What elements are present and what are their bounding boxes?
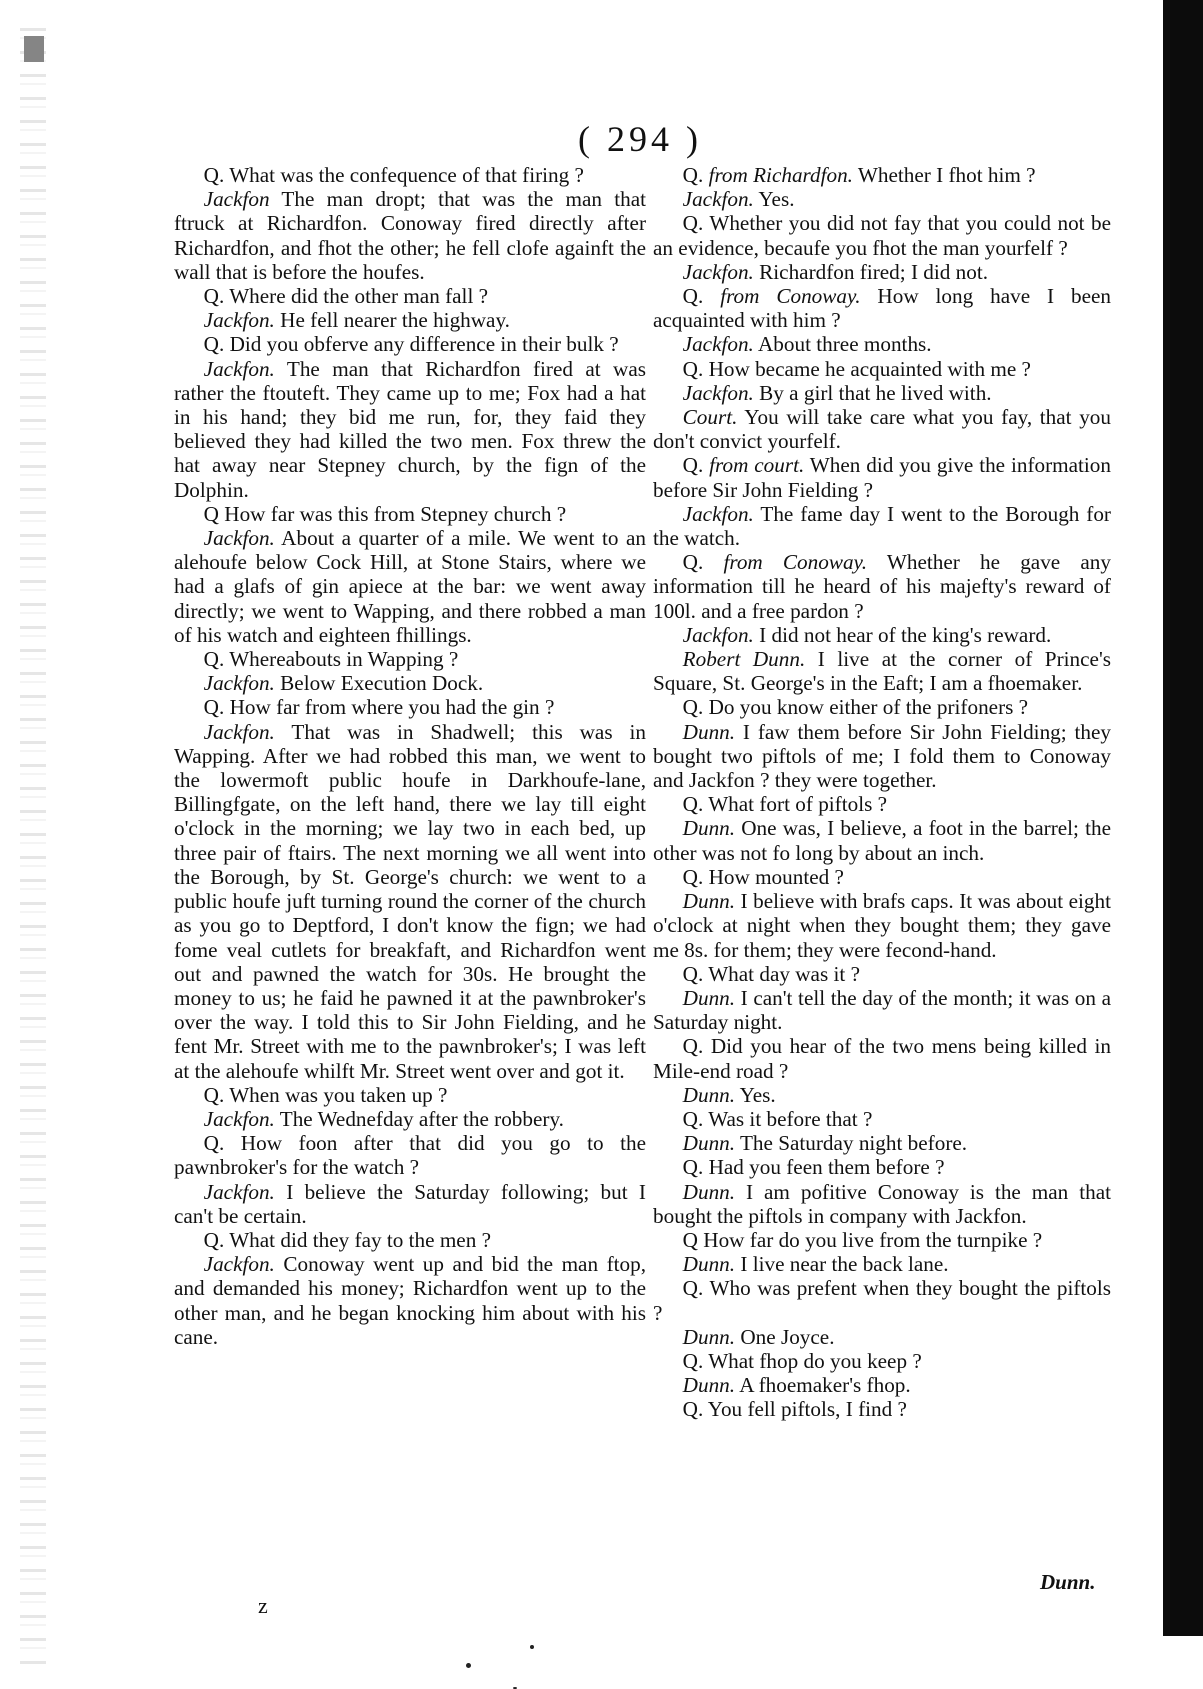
question-marker: Q. (682, 1034, 711, 1059)
paragraph-text: How far from where you had the gin ? (229, 695, 555, 720)
dialogue-paragraph (653, 1252, 1111, 1276)
dialogue-paragraph (653, 962, 1111, 986)
scan-right-edge (1163, 0, 1203, 1636)
paragraph-text: I faw them before Sir John Fielding; they bought two piftols of me; I fold them to Conoway and Jackfon ? they were together. (653, 719, 1111, 793)
paragraph-text: About a quarter of a mile. We went to an alehoufe below Cock Hill, at Stone Stairs, where we had a glafs of gin apiece at the bar: we went away directly; we went to Wapping, and there robbed a man of his watch and eighteen fhillings. (174, 526, 646, 647)
dialogue-paragraph (653, 284, 1111, 332)
speaker-name: Jackfon. (203, 719, 275, 744)
dialogue-paragraph (174, 1228, 646, 1252)
speaker-name: Jackfon. (203, 526, 275, 551)
question-marker: Q. (203, 1082, 230, 1107)
question-marker: Q. (203, 695, 230, 720)
dialogue-paragraph (174, 332, 646, 356)
paragraph-text: I did not hear of the king's reward. (753, 622, 1052, 647)
paragraph-text: Do you know either of the prifoners ? (708, 695, 1029, 720)
dialogue-paragraph (653, 381, 1111, 405)
paragraph-text: Did you hear of the two mens being killed in Mile-end road ? (653, 1034, 1111, 1083)
speaker-name: Dunn. (682, 1082, 736, 1107)
paragraph-text: Where did the other man fall ? (229, 284, 489, 309)
paragraph-text: By a girl that he lived with. (753, 380, 992, 405)
question-marker: Q (203, 501, 225, 526)
dialogue-paragraph (653, 1397, 1111, 1421)
speaker-name: from Richardfon. (708, 163, 853, 187)
paragraph-text: That was in Shadwell; this was in Wapping. After we had robbed this man, we went to the lowermoft public houfe in Darkhoufe-lane, Billingfgate, on the left hand, there we lay till eight o'clock in the morning; we lay two in each bed, up three pair of ftairs. The next morning we all went into the Borough, by St. George's church: we went to a public houfe juft turning round the corner of the church as you go to Deptford, I don't know the fign; we had fome veal cutlets for breakfaft, and Richardfon went out and pawned the watch for 30s. He brought the money to us; he faid he pawned it at the pawnbroker's over the way. I told this to Sir John Fielding, and he fent Mr. Street with me to the pawnbroker's; I was left at the alehoufe whilft Mr. Street went over and got it. (174, 719, 646, 1083)
paragraph-text: I believe the Saturday following; but I can't be certain. (174, 1179, 646, 1228)
dialogue-paragraph (653, 792, 1111, 816)
speaker-name: Jackfon. (203, 1252, 275, 1277)
paragraph-text: Did you obferve any difference in their bulk ? (229, 332, 619, 357)
paragraph-text: How long have I been acquainted with him ? (653, 284, 1111, 333)
signature-mark: z (258, 1593, 268, 1618)
dialogue-paragraph (653, 211, 1111, 259)
dialogue-paragraph (174, 163, 646, 187)
paragraph-text: About three months. (753, 332, 932, 357)
question-marker: Q. (682, 695, 709, 720)
paragraph-text: When was you taken up ? (229, 1082, 448, 1107)
speaker-name: Robert Dunn. (682, 647, 806, 672)
dialogue-paragraph (653, 1180, 1111, 1228)
paragraph-text: Who was prefent when they bought the piftols ? (653, 1276, 1112, 1325)
paragraph-text: Whether he gave any information till he heard of his majefty's reward of 100l. and a free pardon ? (653, 550, 1111, 623)
question-marker: Q (682, 1227, 704, 1252)
paragraph-text: How far was this from Stepney church ? (224, 501, 567, 526)
dialogue-paragraph (653, 187, 1111, 211)
paragraph-text: A fhoemaker's fhop. (735, 1373, 911, 1398)
paragraph-text: You fell piftols, I find ? (707, 1397, 907, 1422)
question-marker: Q. (203, 163, 230, 187)
paragraph-text: Yes. (735, 1082, 776, 1107)
dialogue-paragraph (174, 526, 646, 647)
dialogue-paragraph (653, 1107, 1111, 1131)
paragraph-text: I am pofitive Conoway is the man that bought the piftols in company with Jackfon. (653, 1179, 1111, 1228)
question-marker: Q. (203, 332, 230, 357)
speaker-name: Dunn. (682, 985, 736, 1010)
dialogue-paragraph (174, 1252, 646, 1349)
question-marker: Q. (203, 1227, 230, 1252)
dialogue-paragraph (174, 695, 646, 719)
speaker-name: Dunn. (682, 816, 736, 841)
ink-speck (530, 1645, 534, 1649)
paragraph-text: How far do you live from the turnpike ? (703, 1227, 1043, 1252)
question-marker: Q. (682, 284, 721, 309)
dialogue-paragraph (174, 284, 646, 308)
paragraph-text: The Wednefday after the robbery. (274, 1106, 564, 1131)
speaker-name: Dunn. (682, 1373, 736, 1398)
paragraph-text: What day was it ? (708, 961, 860, 986)
question-marker: Q. (203, 284, 230, 309)
paragraph-text: He fell nearer the highway. (274, 308, 510, 333)
paragraph-text: I live at the corner of Prince's Square, St. George's in the Eaft; I am a fhoemaker. (653, 647, 1112, 696)
speaker-name: Jackfon (203, 187, 270, 212)
speaker-name: Dunn. (682, 1324, 736, 1349)
paragraph-text: When did you give the information before Sir John Fielding ? (653, 453, 1111, 502)
paragraph-text: Richardfon fired; I did not. (753, 259, 989, 284)
ink-speck (466, 1663, 471, 1668)
speaker-name: Jackfon. (682, 259, 754, 284)
paragraph-text: Yes. (753, 187, 795, 212)
speaker-name: Dunn. (682, 1252, 736, 1277)
dialogue-paragraph (174, 1180, 646, 1228)
speaker-name: Jackfon. (203, 1106, 275, 1131)
question-marker: Q. (682, 550, 724, 575)
dialogue-paragraph (653, 1155, 1111, 1179)
question-marker: Q. (682, 792, 709, 817)
dialogue-paragraph (653, 1228, 1111, 1252)
dialogue-paragraph (653, 1373, 1111, 1397)
speaker-name: Court. (682, 405, 738, 430)
dialogue-paragraph (174, 308, 646, 332)
dialogue-paragraph (653, 1325, 1111, 1349)
speaker-name: Dunn. (682, 1179, 736, 1204)
speaker-name: Jackfon. (682, 380, 754, 405)
question-marker: Q. (682, 163, 709, 187)
scan-left-edge (20, 28, 46, 1668)
dialogue-paragraph (653, 647, 1111, 695)
paragraph-text: I live near the back lane. (735, 1252, 949, 1277)
question-marker: Q. (682, 1276, 710, 1301)
speaker-name: Jackfon. (203, 1179, 275, 1204)
dialogue-paragraph (174, 1131, 646, 1179)
question-marker: Q. (682, 864, 709, 889)
paragraph-text: What was the confequence of that firing ? (229, 163, 584, 187)
question-marker: Q. (682, 1106, 709, 1131)
dialogue-paragraph (653, 550, 1111, 623)
dialogue-paragraph (174, 720, 646, 1083)
question-marker: Q. (682, 1348, 709, 1373)
dialogue-paragraph (653, 695, 1111, 719)
question-marker: Q. (682, 453, 710, 478)
paragraph-text: What did they fay to the men ? (229, 1227, 492, 1252)
paragraph-text: The fame day I went to the Borough for the watch. (653, 501, 1111, 551)
speaker-name: Jackfon. (682, 622, 754, 647)
catchword: Dunn. (1040, 1570, 1096, 1594)
question-marker: Q. (682, 961, 709, 986)
dialogue-paragraph (653, 1276, 1111, 1324)
paragraph-text: Conoway went up and bid the man ftop, and demanded his money; Richardfon went up to the other man, and he began knocking him about with his cane. (174, 1252, 646, 1349)
dialogue-paragraph (174, 357, 646, 502)
paragraph-text: Whether you did not fay that you could not be an evidence, becaufe you fhot the man yourfelf ? (653, 211, 1111, 260)
paragraph-text: Whereabouts in Wapping ? (229, 647, 459, 672)
dialogue-paragraph (653, 889, 1111, 962)
speaker-name: from court. (709, 453, 805, 478)
paragraph-text: Whether I fhot him ? (852, 163, 1036, 187)
speaker-name: Dunn. (682, 1131, 736, 1156)
paragraph-text: What fort of piftols ? (708, 792, 888, 817)
dialogue-paragraph (653, 502, 1111, 550)
paragraph-text: The Saturday night before. (735, 1131, 968, 1156)
dialogue-paragraph (653, 865, 1111, 889)
dialogue-paragraph (653, 1131, 1111, 1155)
paragraph-text: I believe with brafs caps. It was about eight o'clock at night when they bought them; they gave me 8s. for them; they were fecond-hand. (653, 889, 1111, 962)
dialogue-paragraph (174, 1083, 646, 1107)
page-number: ( 294 ) (578, 119, 702, 159)
speaker-name: Jackfon. (203, 356, 275, 381)
paragraph-text: The man that Richardfon fired at was rather the ftouteft. They came up to me; Fox had a hat in his hand; they bid me run, for, they faid they believed they had killed the two men. Fox threw the hat away near Stepney church, by the fign of the Dolphin. (174, 356, 646, 502)
speaker-name: Jackfon. (682, 187, 754, 212)
dialogue-paragraph (653, 1083, 1111, 1107)
speaker-name: Jackfon. (682, 332, 754, 357)
dialogue-paragraph (174, 502, 646, 526)
question-marker: Q. (203, 647, 230, 672)
paragraph-text: I can't tell the day of the month; it was on a Saturday night. (653, 985, 1111, 1035)
dialogue-paragraph (653, 720, 1111, 793)
dialogue-paragraph (653, 623, 1111, 647)
dialogue-paragraph (174, 1107, 646, 1131)
speaker-name: Jackfon. (203, 671, 275, 696)
left-column (174, 163, 646, 1349)
paragraph-text: Below Execution Dock. (274, 671, 484, 696)
question-marker: Q. (682, 211, 710, 236)
paragraph-text: How became he acquainted with me ? (708, 356, 1031, 381)
dialogue-paragraph (653, 1034, 1111, 1082)
dialogue-paragraph (174, 187, 646, 284)
paragraph-text: One Joyce. (735, 1324, 835, 1349)
dialogue-paragraph (653, 405, 1111, 453)
dialogue-paragraph (174, 671, 646, 695)
paragraph-text: How mounted ? (708, 864, 844, 889)
dialogue-paragraph (653, 986, 1111, 1034)
paragraph-text: One was, I believe, a foot in the barrel; the other was not fo long by about an inch. (653, 816, 1111, 865)
question-marker: Q. (203, 1131, 241, 1156)
speaker-name: Dunn. (682, 889, 736, 914)
speaker-name: Jackfon. (203, 308, 275, 333)
paragraph-text: You will take care what you fay, that you don't convict yourfelf. (653, 405, 1111, 454)
dialogue-paragraph (653, 453, 1111, 501)
speaker-name: Dunn. (682, 719, 736, 744)
paragraph-text: Was it before that ? (708, 1106, 873, 1131)
speaker-name: Jackfon. (682, 501, 754, 526)
paragraph-text: Had you feen them before ? (708, 1155, 945, 1180)
right-column (653, 163, 1111, 1422)
dialogue-paragraph (653, 816, 1111, 864)
paragraph-text: The man dropt; that was the man that ftruck at Richardfon. Conoway fired directly after Richardfon, and fhot the other; he fell clofe againft the wall that is before the houfes. (174, 187, 646, 284)
dialogue-paragraph (653, 163, 1111, 187)
dialogue-paragraph (653, 260, 1111, 284)
question-marker: Q. (682, 356, 709, 381)
question-marker: Q. (682, 1155, 709, 1180)
dialogue-paragraph (653, 1349, 1111, 1373)
question-marker: Q. (682, 1397, 708, 1422)
paragraph-text: What fhop do you keep ? (708, 1348, 922, 1373)
speaker-name: from Conoway. (723, 550, 868, 575)
dialogue-paragraph (174, 647, 646, 671)
speaker-name: from Conoway. (720, 284, 861, 309)
dialogue-paragraph (653, 357, 1111, 381)
dialogue-paragraph (653, 332, 1111, 356)
paragraph-text: How foon after that did you go to the pawnbroker's for the watch ? (174, 1131, 646, 1180)
